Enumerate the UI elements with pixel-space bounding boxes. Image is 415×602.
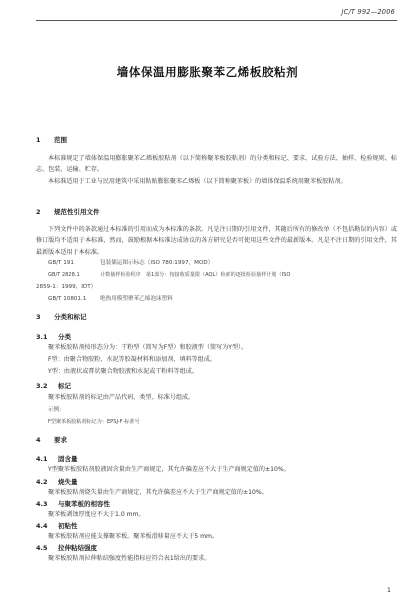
reference-code: GB/T 191 [48,260,74,266]
reference-title: 计数抽样检验程序 第1部分：按接收质量限（AQL）检索的逐批检验抽样计划（ISO [100,272,291,278]
subsection-number: 4.4 [36,522,48,530]
subsection-number: 3.2 [36,382,48,390]
subsection-number: 4.5 [36,544,48,552]
section-4-heading [36,436,397,445]
header-rule [36,20,397,21]
section-number: 2 [36,208,41,216]
classification-line-y-type: Y型：由液状或膏状聚合物胶液和水泥或干粉料等组成。 [48,368,198,375]
subsection-number: 4.2 [36,478,48,486]
scope-paragraph-2: 本标准适用于工业与民用建筑中采用粘贴膨胀聚苯乙烯板（以下简称聚苯板）的墙体保温系统用聚苯板胶粘剂。 [48,178,347,185]
classification-line-f-type: F型：由聚合物胶粉、水泥等胶凝材料和添加剂、填料等组成。 [48,356,217,363]
solid-content-requirement: Y型聚苯板胶粘剂胶液固含量由生产商规定，其允许偏差应不大于生产商规定值的±10%。 [48,466,290,473]
subsection-3-2-heading [36,382,397,391]
reference-gb-t-10801-1 [48,295,397,304]
classification-line-1: 聚苯板胶粘剂按形态分为：干粉型（简写为F型）和胶液型（简写为Y型）。 [48,344,248,351]
section-number: 4 [36,436,41,444]
marking-line-1: 聚苯板胶粘剂的标记由产品代码、类型、标准号组成。 [48,394,195,401]
subsection-title: 烧失量 [58,478,78,486]
reference-gb-t-2828-1-continued: 2859-1：1999，IDT） [36,284,97,290]
section-1-heading [36,136,397,145]
standard-code: JC/T 992—2006 [341,8,395,16]
ignition-loss-requirement: 聚苯板胶粘剂烧失量由生产商规定，其允许偏差应不大于生产商规定值的±10%。 [48,489,268,496]
subsection-number: 3.1 [36,333,48,341]
reference-code: GB/T 10801.1 [48,296,87,302]
section-title: 范围 [54,136,67,144]
subsection-4-3-heading [36,500,397,509]
marking-example: F型聚苯板胶粘剂标记为：EPSJ-F-标准号 [48,419,140,425]
compatibility-requirement: 聚苯板剥蚀厚度应不大于1.0 mm。 [48,511,145,518]
subsection-number: 4.1 [36,455,48,463]
reference-title: 包装储运图示标志（ISO 780:1997，MOD） [100,260,214,266]
normative-references-paragraph: 下列文件中的条款通过本标准的引用而成为本标准的条款。凡是注日期的引用文件，其随后所有的修改单（不包括勘误的内容）或修订版均不适用于本标准，然而，鼓励根据本标准达成协议的各方研究是否可使用这些文件的最新版本。凡是不注日期的引用文件，其最新版本适用于本标准。 [36,226,397,256]
section-number: 1 [36,136,41,144]
section-3-heading [36,313,397,322]
section-title: 要求 [54,436,67,444]
document-title: 墙体保温用膨胀聚苯乙烯板胶粘剂 [116,65,299,79]
subsection-4-1-heading [36,455,397,464]
subsection-title: 分类 [58,333,71,341]
subsection-4-4-heading [36,522,397,531]
subsection-3-1-heading [36,333,397,342]
subsection-title: 拉伸粘结强度 [58,544,97,552]
subsection-title: 标记 [58,382,71,390]
reference-gb-t-191 [48,259,397,268]
reference-code: GB/T 2828.1 [48,272,80,278]
subsection-4-2-heading [36,478,397,487]
reference-gb-t-2828-1 [48,271,397,280]
marking-example-label: 示例： [48,407,65,413]
section-title: 分类和标记 [54,313,87,321]
subsection-title: 固含量 [58,455,78,463]
subsection-number: 4.3 [36,500,48,508]
section-number: 3 [36,313,41,321]
section-title: 规范性引用文件 [54,208,100,216]
scope-paragraph-1: 本标准规定了墙体保温用膨胀聚苯乙烯板胶粘剂（以下简称聚苯板胶粘剂）的分类和标记、要求、试验方法、抽样、检验规则、标志、包装、运输、贮存。 [36,155,397,174]
initial-adhesion-requirement: 聚苯板胶粘剂应能支撑聚苯板。聚苯板滑移量应不大于5 mm。 [48,533,219,540]
reference-title: 绝热用模塑聚苯乙烯泡沫塑料 [100,296,173,302]
tensile-bond-strength-requirement: 聚苯板胶粘剂拉伸粘结强度性能指标应符合表1给出的要求。 [48,555,211,562]
section-2-heading [36,208,397,217]
subsection-title: 与聚苯板的相容性 [58,500,110,508]
page-number: 1 [386,586,391,594]
subsection-4-5-heading [36,544,397,553]
subsection-title: 初粘性 [58,522,78,530]
